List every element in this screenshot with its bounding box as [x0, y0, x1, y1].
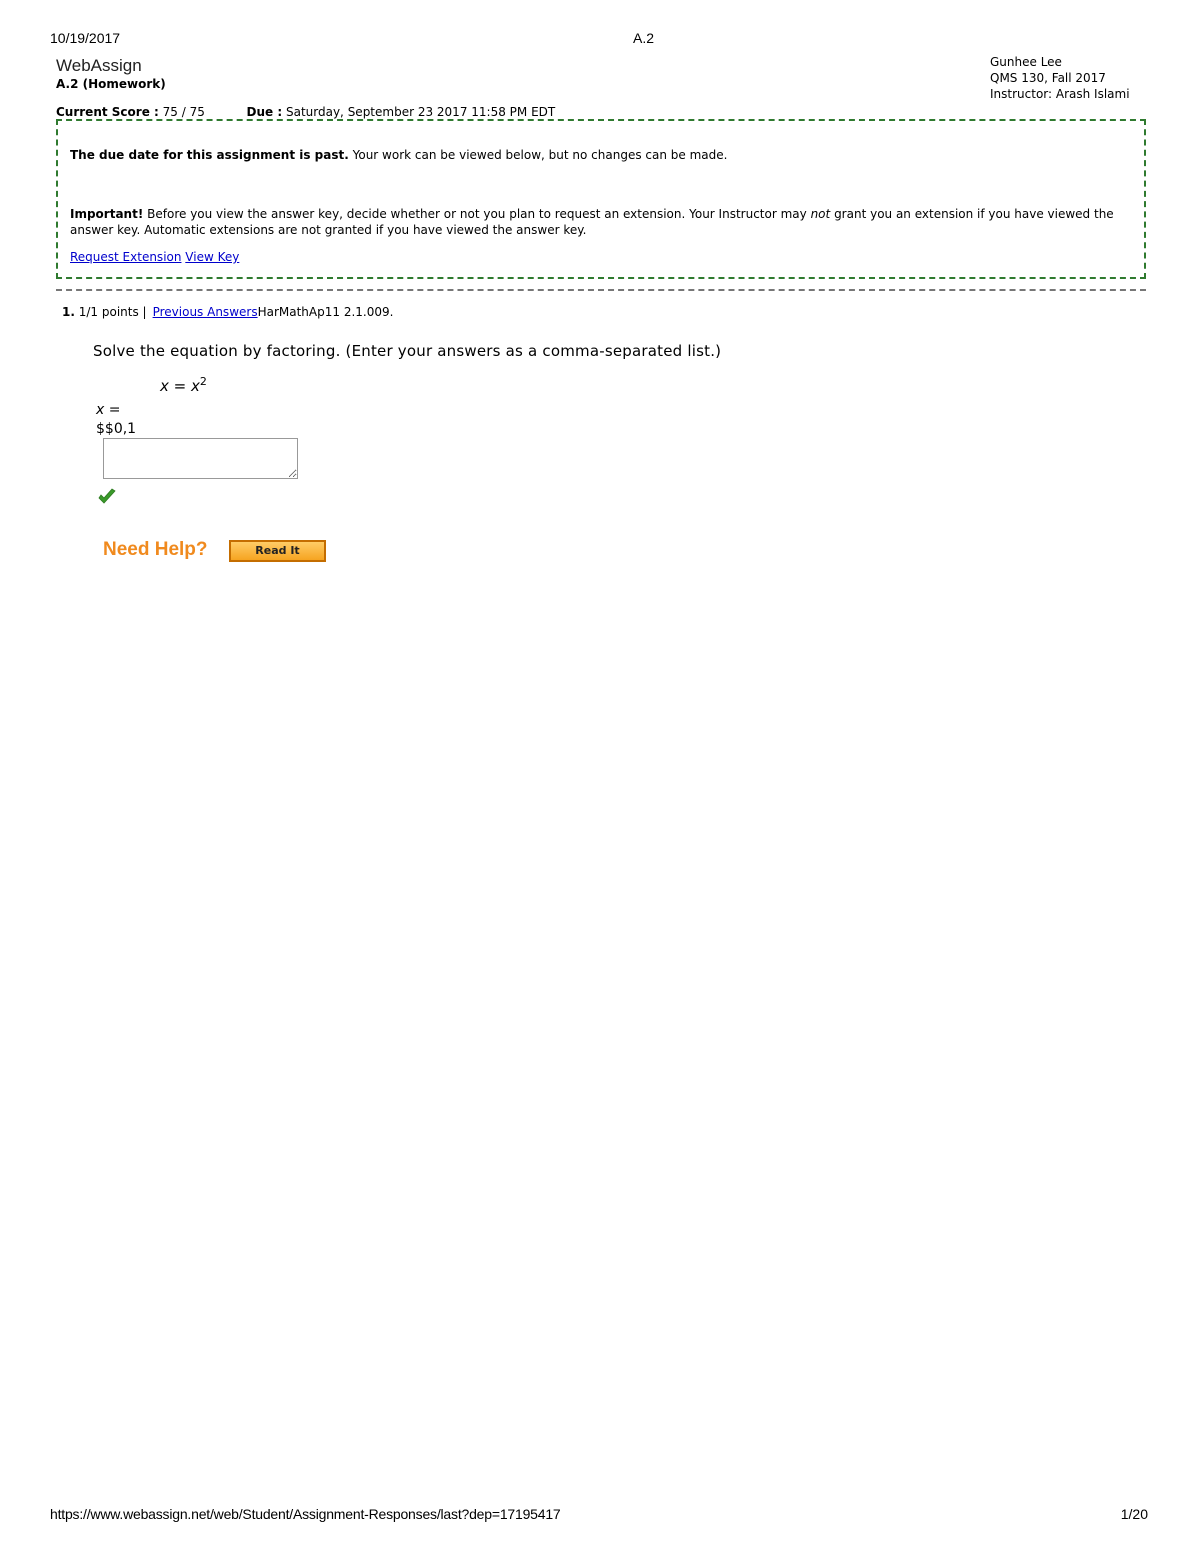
due-value: Saturday, September 23 2017 11:58 PM EDT	[285, 105, 556, 119]
section-divider	[56, 289, 1146, 291]
read-it-button[interactable]: Read It	[229, 540, 326, 562]
important-bold: Important!	[70, 207, 144, 221]
score-label: Current Score :	[56, 105, 159, 119]
equation-sign: =	[173, 377, 187, 395]
assignment-title: A.2 (Homework)	[56, 77, 166, 91]
equation	[160, 375, 207, 395]
checkmark-icon	[97, 488, 117, 506]
request-extension-link[interactable]: Request Extension	[70, 250, 182, 264]
equation-exponent: 2	[199, 375, 207, 388]
user-name: Gunhee Lee	[990, 55, 1062, 69]
answer-label	[96, 402, 120, 418]
notice-links	[70, 250, 239, 264]
question-source: HarMathAp11 2.1.009.	[257, 305, 394, 319]
question-prompt: Solve the equation by factoring. (Enter your answers as a comma-separated list.)	[93, 342, 722, 360]
print-url: https://www.webassign.net/web/Student/Assignment-Responses/last?dep=17195417	[50, 1506, 561, 1522]
view-key-link[interactable]: View Key	[185, 250, 240, 264]
equation-rhs: x	[191, 377, 200, 395]
submitted-answer: $$0,1	[96, 421, 137, 437]
question-points: 1/1 points |	[78, 305, 147, 319]
brand-logo: WebAssign	[56, 56, 142, 75]
print-date: 10/19/2017	[50, 30, 121, 46]
past-due-text: Your work can be viewed below, but no changes can be made.	[352, 148, 728, 162]
score-value: 75 / 75	[162, 105, 205, 119]
question-number: 1.	[62, 305, 75, 319]
past-due-notice	[56, 119, 1146, 279]
important-message	[70, 206, 1134, 238]
past-due-bold: The due date for this assignment is past.	[70, 148, 349, 162]
need-help-label: Need Help?	[103, 539, 208, 560]
answer-variable: x	[96, 402, 105, 418]
question-header	[62, 305, 393, 319]
score-line	[56, 105, 555, 119]
equation-lhs: x	[160, 377, 169, 395]
answer-input[interactable]	[103, 438, 298, 479]
course-name: QMS 130, Fall 2017	[990, 71, 1106, 85]
instructor-name: Instructor: Arash Islami	[990, 87, 1130, 101]
previous-answers-link[interactable]: Previous Answers	[152, 305, 258, 319]
important-text-1: Before you view the answer key, decide whether or not you plan to request an extension. Your Instructor may	[147, 207, 807, 221]
past-due-message	[70, 148, 727, 162]
due-label: Due :	[246, 105, 283, 119]
important-text-2: grant you an extension if you have viewed the answer key. Automatic extensions are not granted if you have viewed the answer key.	[70, 207, 1114, 237]
print-title: A.2	[633, 30, 655, 46]
print-page-number: 1/20	[1120, 1506, 1148, 1522]
important-not: not	[810, 207, 831, 221]
answer-equals: =	[108, 402, 121, 418]
user-info	[990, 54, 1130, 102]
